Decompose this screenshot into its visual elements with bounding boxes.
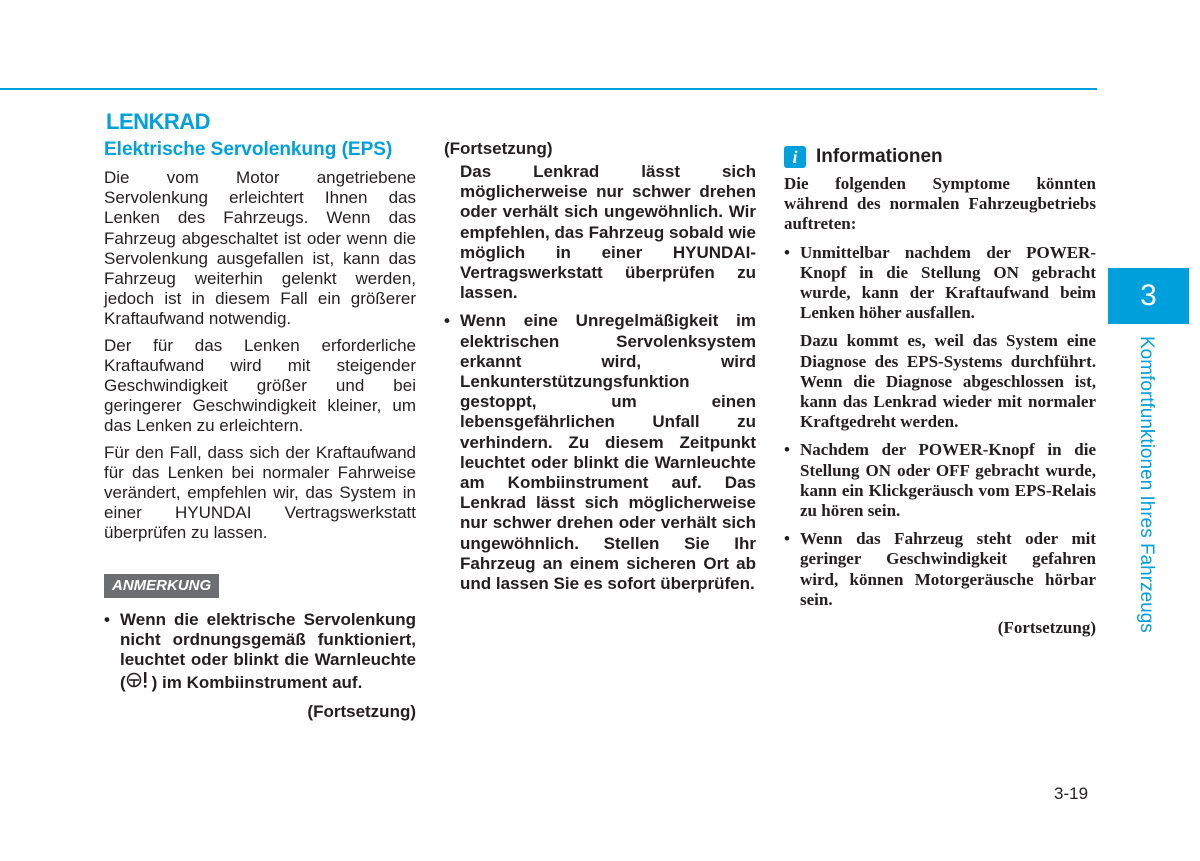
info-bullet xyxy=(784,529,1096,610)
info-subparagraph: Dazu kommt es, weil das System eine Diagnose des EPS-Systems durchführt. Wenn die Diagnose abgeschlossen ist, kann das Lenkrad wieder mit normaler Kraftgedreht werden. xyxy=(800,331,1096,432)
chapter-label-text: Komfortfunktionen Ihres Fahrzeugs xyxy=(1136,336,1157,633)
header-rule xyxy=(0,88,1097,90)
info-header xyxy=(784,146,1096,168)
column-left xyxy=(104,138,416,723)
info-intro: Die folgenden Symptome könnten während des normalen Fahrzeugbetriebs auftreten: xyxy=(784,174,1096,234)
info-title: Informationen xyxy=(816,146,943,167)
bullet-dot: • xyxy=(784,440,790,460)
bullet-text: Unmittelbar nachdem der POWER-Knopf in die Stellung ON gebracht wurde, kann der Kraftaufwand beim Lenken höher ausfallen. xyxy=(800,242,1096,323)
paragraph: Für den Fall, dass sich der Kraftaufwand für das Lenken bei normaler Fahrweise verändert, empfehlen wir, das System in einer HYUNDAI Vertragswerkstatt überprüfen zu lassen. xyxy=(104,442,416,543)
continued-paragraph: Das Lenkrad lässt sich möglicherweise nur schwer drehen oder verhält sich ungewöhnlich. Wir empfehlen, das Fahrzeug sobald wie möglich in einer HYUNDAI-Vertragswerkstatt überprüfen zu lassen. xyxy=(460,162,756,303)
info-icon: i xyxy=(784,146,806,168)
bullet-text: ) im Kombiinstrument auf. xyxy=(151,673,363,693)
bullet-dot: • xyxy=(784,242,790,262)
info-bullet xyxy=(784,440,1096,521)
bullet-dot: • xyxy=(104,609,110,629)
paragraph: Die vom Motor angetriebene Servolenkung erleichtert Ihnen das Lenken des Fahrzeugs. Wenn das Fahrzeug abgeschaltet ist oder wenn die Servolenkung ausgefallen ist, kann das Fahrzeug weiterhin gelenkt werden, jedoch ist in diesem Fall ein größerer Kraftaufwand notwendig. xyxy=(104,168,416,329)
info-bullet xyxy=(784,243,1096,324)
section-title: LENKRAD xyxy=(106,109,211,134)
bullet-dot: • xyxy=(784,529,790,549)
note-bullet xyxy=(104,610,416,694)
page-number: 3-19 xyxy=(1054,784,1089,803)
subsection-title: Elektrische Servolenkung (EPS) xyxy=(104,139,393,160)
column-right xyxy=(784,146,1096,638)
continued-heading: (Fortsetzung) xyxy=(444,139,553,158)
steering-warning-icon xyxy=(126,670,152,690)
note-badge: ANMERKUNG xyxy=(104,574,219,598)
paragraph: Der für das Lenken erforderliche Kraftaufwand wird mit steigender Geschwindigkeit größer und bei geringerer Geschwindigkeit kleiner, um das Lenken zu erleichtern. xyxy=(104,335,416,436)
column-middle xyxy=(444,138,756,602)
continued-label: (Fortsetzung) xyxy=(997,618,1096,638)
chapter-tab: 3 xyxy=(1108,268,1189,324)
note-bullet xyxy=(444,311,756,594)
bullet-text: Wenn eine Unregelmäßigkeit im elektrischen Servolenksystem erkannt wird, wird Lenkunterstützungsfunktion gestoppt, um einen lebensgefährlichen Unfall zu verhindern. Zu diesem Zeitpunkt leuchtet oder blinkt die Warnleuchte am Kombiinstrument auf. Das Lenkrad lässt sich möglicherweise nur schwer drehen oder verhält sich ungewöhnlich. Stellen Sie Ihr Fahrzeug an einem sicheren Ort ab und lassen Sie es sofort überprüfen. xyxy=(460,311,756,594)
bullet-text: Wenn die elektrische Servolenkung nicht ordnungsgemäß funktioniert, leuchtet oder blinkt die Warnleuchte ( xyxy=(120,609,416,693)
bullet-dot: • xyxy=(444,311,450,331)
chapter-label xyxy=(1135,336,1157,633)
continued-label: (Fortsetzung) xyxy=(307,702,416,722)
bullet-text: Nachdem der POWER-Knopf in die Stellung ON oder OFF gebracht wurde, kann ein Klickgeräusch vom EPS-Relais zu hören sein. xyxy=(800,440,1096,521)
bullet-text: Wenn das Fahrzeug steht oder mit geringer Geschwindigkeit gefahren wird, können Motorgeräusche hörbar sein. xyxy=(800,529,1096,609)
